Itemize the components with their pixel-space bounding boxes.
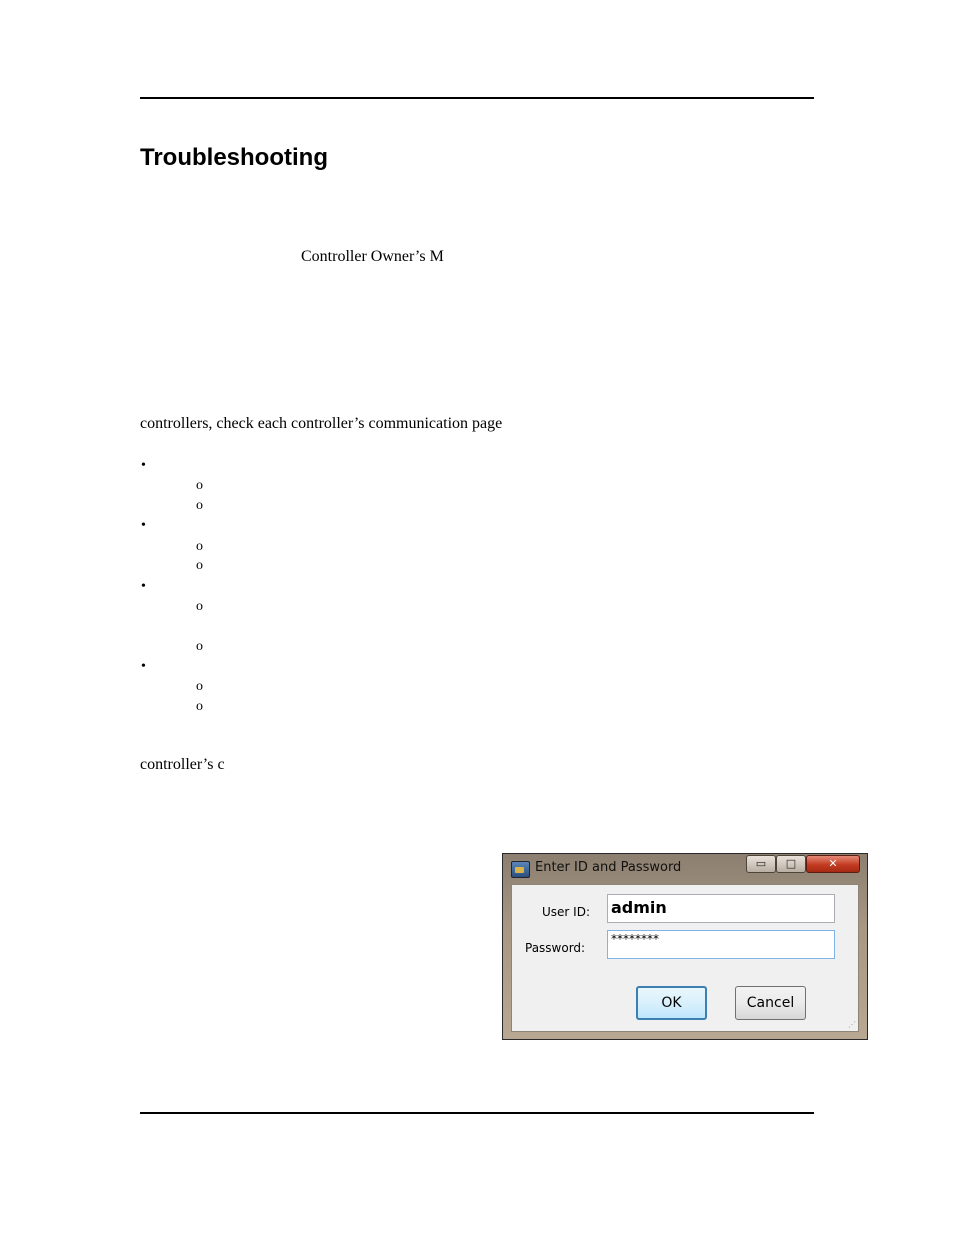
maximize-button[interactable]: □ xyxy=(776,855,806,873)
sub-bullet-marker: o xyxy=(196,558,203,573)
paragraph-controller: controller’s c xyxy=(140,756,225,773)
user-id-field[interactable] xyxy=(607,894,835,923)
bullet-marker: • xyxy=(141,458,146,473)
header-rule xyxy=(140,97,814,99)
sub-bullet-marker: o xyxy=(196,639,203,654)
user-id-value: admin xyxy=(611,898,667,917)
sub-bullet-marker: o xyxy=(196,679,203,694)
section-heading: Troubleshooting xyxy=(140,144,328,171)
paragraph-communication: controllers, check each controller’s communication page xyxy=(140,415,503,432)
app-icon xyxy=(511,861,530,878)
sub-bullet-marker: o xyxy=(196,699,203,714)
bullet-marker: • xyxy=(141,518,146,533)
password-field[interactable] xyxy=(607,930,835,959)
sub-bullet-marker: o xyxy=(196,498,203,513)
paragraph-manual-ref: Controller Owner’s M xyxy=(301,248,444,265)
password-value: ******** xyxy=(611,932,659,946)
sub-bullet-marker: o xyxy=(196,539,203,554)
dialog-body xyxy=(511,884,859,1032)
sub-bullet-marker: o xyxy=(196,478,203,493)
footer-rule xyxy=(140,1112,814,1114)
dialog-title: Enter ID and Password xyxy=(535,860,682,875)
bullet-marker: • xyxy=(141,659,146,674)
password-label: Password: xyxy=(525,941,586,955)
user-id-label: User ID: xyxy=(542,905,590,919)
close-button[interactable]: ✕ xyxy=(806,855,860,873)
minimize-button[interactable]: ▭ xyxy=(746,855,776,873)
dialog-titlebar xyxy=(503,854,867,884)
login-dialog xyxy=(502,853,868,1040)
ok-button[interactable]: OK xyxy=(636,986,707,1020)
sub-bullet-marker: o xyxy=(196,599,203,614)
cancel-button[interactable]: Cancel xyxy=(735,986,806,1020)
resize-grip-icon[interactable]: ⋰ xyxy=(848,1020,856,1029)
bullet-marker: • xyxy=(141,579,146,594)
